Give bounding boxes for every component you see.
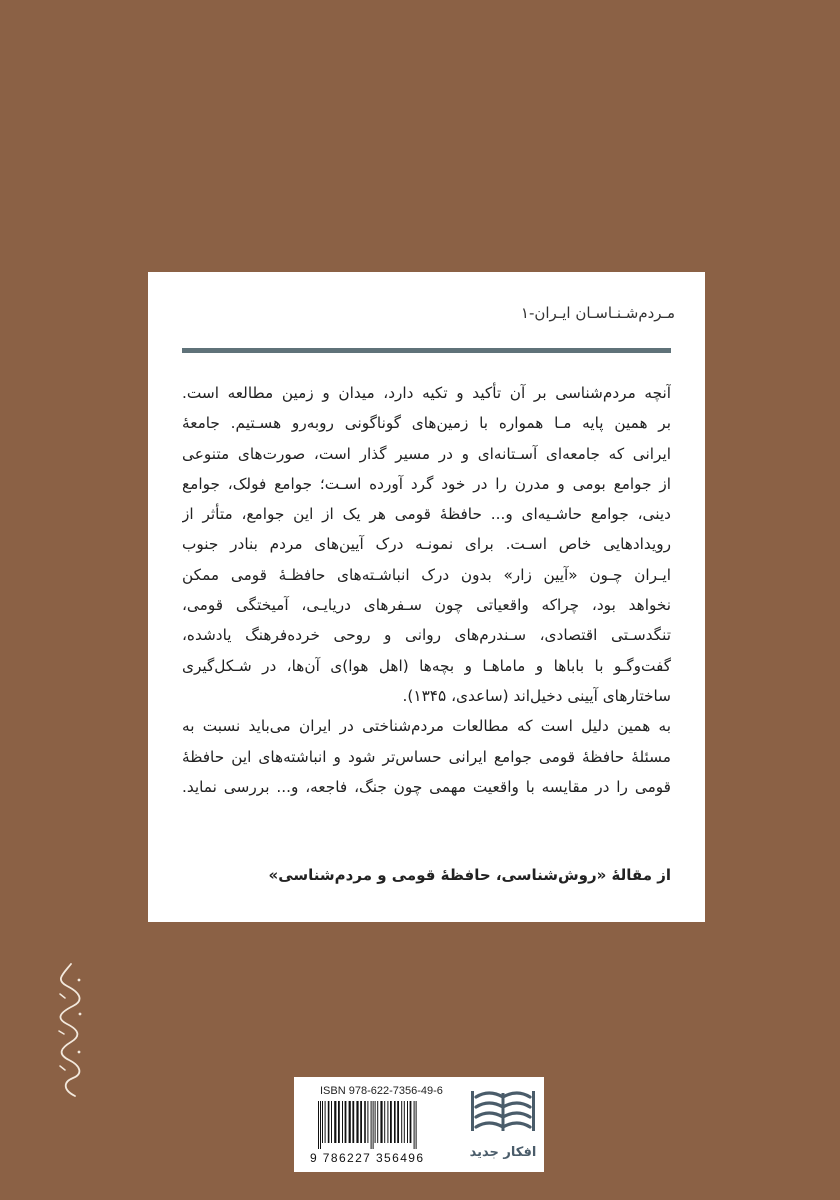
source-citation: از مقالهٔ «روش‌شناسی، حافظهٔ قومی و مردم‌شناسی» <box>268 866 671 884</box>
blurb-text <box>182 378 671 802</box>
publisher-logo <box>462 1077 544 1172</box>
barcode-bar <box>331 1101 332 1143</box>
blurb-line: رویدادهایی خاص اسـت. برای نمونـه درک آیین‌های مردم بنادر جنوب <box>182 535 671 554</box>
barcode-bar <box>318 1101 319 1149</box>
barcode-bar <box>328 1101 330 1143</box>
barcode-bar <box>414 1101 415 1149</box>
barcode-bar <box>380 1101 382 1143</box>
blurb-line: بر همین پایه مـا همواره با زمین‌های گوناگونی روبه‌رو هسـتیم. جامعهٔ <box>182 414 671 433</box>
publisher-name: افکار جدید <box>469 1145 537 1160</box>
barcode-bar <box>371 1101 372 1149</box>
barcode-bar <box>407 1101 408 1143</box>
barcode-bar <box>390 1101 392 1143</box>
barcode-bar <box>360 1101 362 1143</box>
barcode-bar <box>338 1101 340 1143</box>
blurb-line: آنچه مردم‌شناسی بر آن تأکید و تکیه دارد، میدان و زمین مطالعه است. <box>182 384 671 402</box>
barcode-bar <box>367 1101 368 1143</box>
barcode-bar <box>397 1101 399 1143</box>
blurb-line: دینی، جوامع حاشـیه‌ای و... حافظهٔ قومی هر یک از این جوامع، متأثر از <box>182 505 671 524</box>
barcode-bar <box>325 1101 326 1143</box>
back-cover-text-panel <box>148 272 705 922</box>
barcode-bar <box>410 1101 412 1143</box>
blurb-line: از جوامع بومی و مدرن را در خود گرد آورده اسـت؛ جوامع فولک، جوامع <box>182 474 671 493</box>
isbn-label: ISBN 978-622-7356-49-6 <box>320 1085 443 1097</box>
book-pages-icon <box>462 1077 544 1145</box>
barcode-bar <box>342 1101 343 1143</box>
blurb-line: ساختارهای آیینی دخیل‌اند (ساعدی، ۱۳۴۵). <box>402 686 671 705</box>
barcode-bar <box>352 1101 354 1143</box>
barcode-bar <box>394 1101 396 1143</box>
blurb-line: قومی را در مقایسه با واقعیت مهمی چون جنگ، فاجعه، و... بررسی نماید. <box>182 777 671 796</box>
barcode-bar <box>375 1101 376 1143</box>
barcode-bar <box>364 1101 366 1143</box>
designer-signature-icon <box>55 960 85 1100</box>
blurb-line: گفت‌وگـو با بابا‌ها و ماماهـا و بچه‌ها (اهل هوا)ی آن‌ها، در شـکل‌گیری <box>182 656 671 675</box>
blurb-line: نخواهد بود، چراکه واقعیاتی چون سـفرهای دریایـی، آمیختگی قومی، <box>182 596 671 615</box>
barcode-bar <box>416 1101 417 1149</box>
blurb-line: ایرانی که جامعه‌ای آسـتانه‌ای و در مسیر گذار است، صورت‌های متنوعی <box>182 444 671 463</box>
divider-rule <box>182 348 671 353</box>
series-title: مـردم‌شـنـاسـان ایـران-۱ <box>520 304 675 322</box>
barcode-bar <box>345 1101 347 1143</box>
blurb-line: تنگدسـتی اقتصادی، سـندرم‌های روانی و روحی خرده‌فرهنگ یادشده، <box>182 626 671 645</box>
blurb-line: مسئلهٔ حافظهٔ قومی جوامع ایرانی حساس‌تر شود و انباشته‌های این حافظهٔ <box>182 747 671 766</box>
barcode-bar <box>322 1101 323 1143</box>
barcode-bar <box>356 1101 358 1143</box>
barcode-bar <box>334 1101 336 1143</box>
barcode-bar <box>320 1101 321 1149</box>
barcode-bar <box>404 1101 405 1143</box>
blurb-line: به همین دلیل است که مطالعات مردم‌شناختی در ایران می‌باید نسبت به <box>182 717 671 736</box>
barcode-bar <box>373 1101 374 1149</box>
blurb-line: ایـران چـون «آیین زار» بدون درک انباشـته‌های حافظـهٔ قومی ممکن <box>182 565 671 584</box>
barcode-bar <box>349 1101 351 1143</box>
barcode-bar <box>377 1101 378 1143</box>
barcode-digits: 9 786227 356496 <box>310 1151 425 1165</box>
barcode-bar <box>384 1101 385 1143</box>
barcode-bar <box>401 1101 402 1143</box>
barcode-bars <box>316 1101 456 1149</box>
barcode-bar <box>387 1101 388 1143</box>
